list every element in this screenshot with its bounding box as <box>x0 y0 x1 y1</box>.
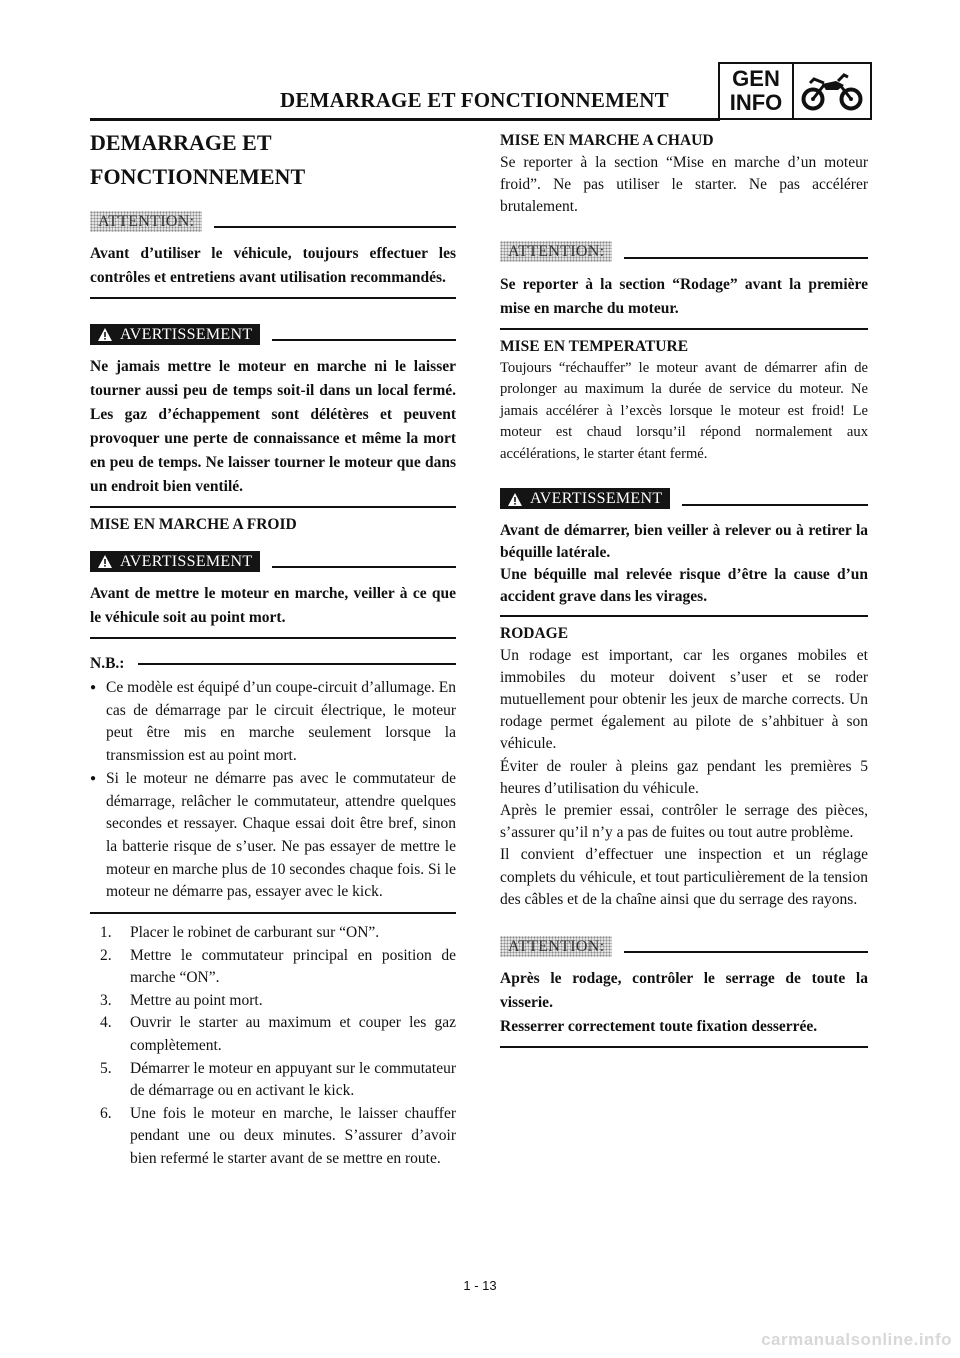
attention-notice-3 <box>500 931 868 1048</box>
attention-notice-1 <box>90 206 456 299</box>
breakin-paragraph: Il convient d’effectuer une inspection et un réglage complets du véhicule, et tout particulièrement de la tension des câbles et de la chaîne ainsi que du serrage des rayons. <box>500 846 868 908</box>
step-item: 2. Mettre le commutateur principal en position de marche “ON”. <box>100 946 456 987</box>
attention-label: ATTENTION: <box>500 936 612 957</box>
cold-start-heading: MISE EN MARCHE A FROID <box>90 516 297 533</box>
warning-body-line: Une béquille mal relevée risque d’être la cause d’un accident grave dans les virages. <box>500 565 868 605</box>
cold-start-steps <box>90 922 456 1171</box>
warning-label <box>500 488 670 509</box>
attention-body-line: Après le rodage, contrôler le serrage de toute la visserie. <box>500 970 868 1012</box>
step-item: 1. Placer le robinet de carburant sur “ON”. <box>100 924 380 942</box>
rule <box>272 339 456 341</box>
rule <box>624 951 868 953</box>
warning-notice-2 <box>90 546 456 639</box>
step-item: 4. Ouvrir le starter au maximum et couper les gaz complètement. <box>100 1014 456 1054</box>
warning-notice-3 <box>500 484 868 617</box>
main-title: DEMARRAGE ET FONCTIONNEMENT <box>90 130 306 189</box>
rule <box>272 566 456 568</box>
breakin-paragraph: Après le premier essai, contrôler le serrage des pièces, s’assurer qu’il n’y a pas de fuites ou tout autre problème. <box>500 802 868 842</box>
warmup-heading: MISE EN TEMPERATURE <box>500 337 689 355</box>
hot-start-heading: MISE EN MARCHE A CHAUD <box>500 132 714 149</box>
rule <box>682 504 868 506</box>
warning-body: Ne jamais mettre le moteur en marche ni le laisser tourner aussi peu de temps soit-il dans un local fermé. Les gaz d’échappement sont délétères et peuvent provoquer une perte de connaissance et même la mort en peu de temps. Ne laisser tourner le moteur que dans un endroit bien ventilé. <box>90 355 456 508</box>
warning-body: Avant de mettre le moteur en marche, veiller à ce que le véhicule soit au point mort. <box>90 582 456 639</box>
right-column <box>500 130 868 1048</box>
attention-notice-2 <box>500 237 868 330</box>
page-number: 1 - 13 <box>463 1278 497 1293</box>
warning-label-text: AVERTISSEMENT <box>120 552 253 570</box>
attention-body <box>500 967 868 1048</box>
hot-start-text: Se reporter à la section “Mise en marche d’un moteur froid”. Ne pas utiliser le starter. Ne pas accélérer brutalement. <box>500 154 868 216</box>
warning-label-text: AVERTISSEMENT <box>120 325 253 343</box>
motorcycle-icon <box>794 64 870 118</box>
nb-note <box>90 655 456 914</box>
warning-triangle-icon <box>508 493 522 506</box>
rule <box>214 226 456 228</box>
nb-list <box>90 677 456 914</box>
step-item: 3. Mettre au point mort. <box>100 991 263 1009</box>
header-rule <box>90 118 720 121</box>
left-column <box>90 128 456 1171</box>
attention-label: ATTENTION: <box>90 211 202 232</box>
breakin-paragraph: Un rodage est important, car les organes mobiles et immobiles du moteur doivent s’user et se roder mutuellement pour obtenir les jeux de marche corrects. Un rodage permet également au pilote de s’ahbituer à son véhicule. <box>500 646 868 753</box>
attention-body-line: Resserrer correctement toute fixation desserrée. <box>500 1018 818 1036</box>
breakin-paragraph: Éviter de rouler à pleins gaz pendant les premières 5 heures d’utilisation du véhicule. <box>500 757 868 797</box>
header-title: DEMARRAGE ET FONCTIONNEMENT <box>280 88 669 112</box>
rule <box>624 257 868 259</box>
badge-text <box>720 64 794 118</box>
warmup-text: Toujours “réchauffer” le moteur avant de démarrer afin de prolonger au maximum la durée de service du moteur. Ne jamais accélérer à l’excès lorsque le moteur est froid! Le moteur est chaud lorsqu’il répond normalement aux accélérations, le starter étant fermé. <box>500 359 868 462</box>
warning-label-text: AVERTISSEMENT <box>530 490 663 508</box>
nb-item: ● Ce modèle est équipé d’un coupe-circuit d’allumage. En cas de démarrage par le circuit électrique, le moteur peut être mis en marche seulement lorsque la transmission est au point mort. <box>90 677 456 768</box>
badge-line-gen: GEN <box>732 66 780 91</box>
nb-label: N.B.: <box>90 655 125 672</box>
section-badge <box>718 62 872 120</box>
badge-line-info: INFO <box>729 90 783 115</box>
warning-label <box>90 324 260 345</box>
step-item: 5. Démarrer le moteur en appuyant sur le commutateur de démarrage ou en activant le kick. <box>100 1059 456 1100</box>
nb-item: ● Si le moteur ne démarre pas avec le commutateur de démarrage, relâcher le commutateur, attendre quelques secondes et ressayer. Chaque essai doit être bref, sinon la batterie risque de s’user. Ne pas essayer de mettre le moteur en marche plus de 10 secondes chaque fois. Si le moteur ne démarre pas, essayer avec le kick. <box>90 768 456 904</box>
attention-label: ATTENTION: <box>500 241 612 262</box>
warning-triangle-icon <box>98 328 112 341</box>
attention-body: Se reporter à la section “Rodage” avant la première mise en marche du moteur. <box>500 273 868 330</box>
warning-body <box>500 520 868 617</box>
rule <box>138 663 456 665</box>
warning-body-line: Avant de démarrer, bien veiller à relever ou à retirer la béquille latérale. <box>500 521 868 561</box>
warning-triangle-icon <box>98 555 112 568</box>
warning-label <box>90 551 260 572</box>
page-header <box>90 62 872 120</box>
watermark: carmanualsonline.info <box>761 1330 952 1349</box>
step-item: 6. Une fois le moteur en marche, le laisser chauffer pendant une ou deux minutes. S’assurer d’avoir bien refermé le starter avant de se mettre en route. <box>100 1104 456 1167</box>
warning-notice-1 <box>90 319 456 508</box>
breakin-heading: RODAGE <box>500 624 569 642</box>
attention-body: Avant d’utiliser le véhicule, toujours effectuer les contrôles et entretiens avant utilisation recommandés. <box>90 242 456 299</box>
